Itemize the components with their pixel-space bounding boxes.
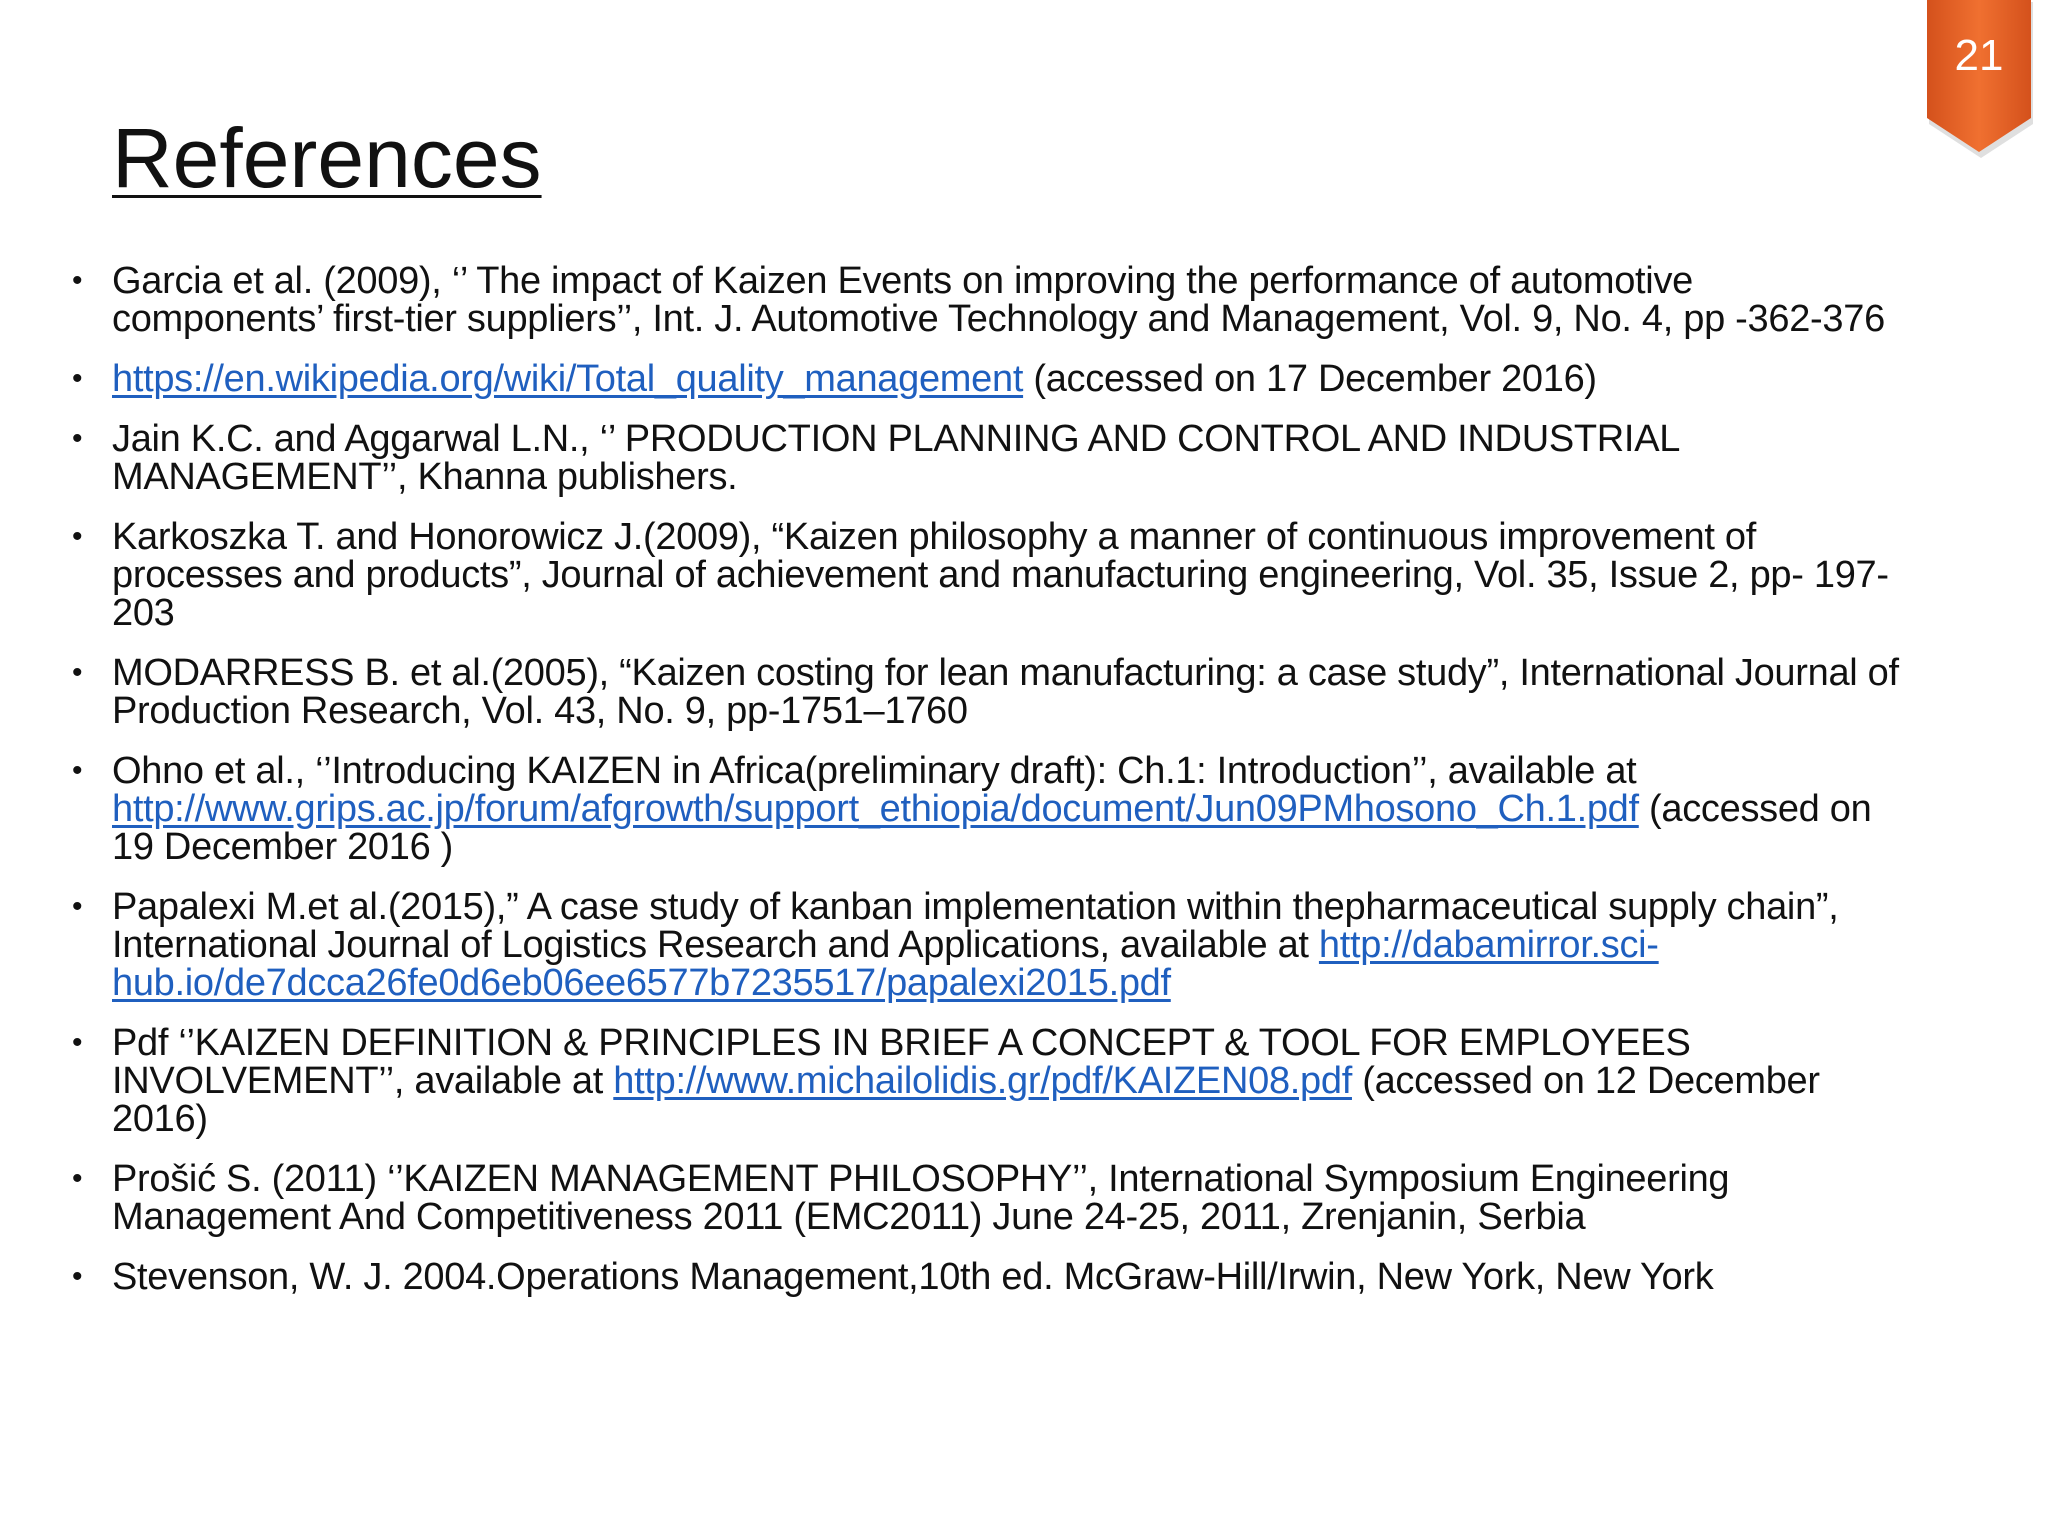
reference-link[interactable]: http://www.michailolidis.gr/pdf/KAIZEN08.pdf [613, 1060, 1352, 1102]
reference-item [72, 886, 1912, 1004]
reference-text: Ohno et al., ‘’Introducing KAIZEN in Africa(preliminary draft): Ch.1: Introduction’’, available at [112, 750, 1637, 792]
reference-text: Papalexi M.et al.(2015),” A case study of kanban implementation within thepharmaceutical supply chain”, International Journal of Logistics Research and Applications, available at [112, 886, 1839, 966]
reference-item [72, 1256, 1912, 1298]
bullet-icon: • [72, 1260, 83, 1293]
reference-list [72, 260, 1912, 1318]
slide-number: 21 [1954, 31, 2004, 80]
reference-text: Stevenson, W. J. 2004.Operations Management,10th ed. McGraw-Hill/Irwin, New York, New York [112, 1256, 1714, 1298]
reference-item [72, 260, 1912, 340]
bullet-icon: • [72, 656, 83, 689]
reference-text: Garcia et al. (2009), ‘’ The impact of Kaizen Events on improving the performance of automotive components’ first-tier suppliers’’, Int. J. Automotive Technology and Management, Vol. 9, No. 4, pp -362-376 [112, 260, 1885, 340]
reference-item [72, 1158, 1912, 1238]
bullet-icon: • [72, 754, 83, 787]
bullet-icon: • [72, 520, 83, 553]
reference-item [72, 358, 1912, 400]
bullet-icon: • [72, 264, 83, 297]
reference-text: (accessed on 12 December 2016) [112, 1060, 1820, 1140]
slide-number-badge [1925, 0, 2033, 158]
reference-item [72, 516, 1912, 634]
reference-item [72, 652, 1912, 732]
reference-text: Jain K.C. and Aggarwal L.N., ‘’ PRODUCTION PLANNING AND CONTROL AND INDUSTRIAL MANAGEMENT’’, Khanna publishers. [112, 418, 1679, 498]
bullet-icon: • [72, 890, 83, 923]
reference-text: Pdf ‘’KAIZEN DEFINITION & PRINCIPLES IN BRIEF A CONCEPT & TOOL FOR EMPLOYEES INVOLVEMENT’’, available at [112, 1022, 1691, 1102]
reference-text: Prošić S. (2011) ‘’KAIZEN MANAGEMENT PHILOSOPHY’’, International Symposium Engineering Management And Competitiveness 2011 (EMC2011) June 24-25, 2011, Zrenjanin, Serbia [112, 1158, 1730, 1238]
reference-link[interactable]: https://en.wikipedia.org/wiki/Total_quality_management [112, 358, 1024, 400]
page-title: References [112, 111, 542, 205]
reference-link[interactable]: http://www.grips.ac.jp/forum/afgrowth/support_ethiopia/document/Jun09PMhosono_Ch.1.pdf [112, 788, 1639, 830]
bullet-icon: • [72, 1026, 83, 1059]
reference-text: Karkoszka T. and Honorowicz J.(2009), “Kaizen philosophy a manner of continuous improvement of processes and products”, Journal of achievement and manufacturing engineering, Vol. 35, Issue 2, pp- 197-203 [112, 516, 1889, 634]
bullet-icon: • [72, 362, 83, 395]
reference-text: (accessed on 19 December 2016 ) [112, 788, 1872, 868]
reference-text: MODARRESS B. et al.(2005), “Kaizen costing for lean manufacturing: a case study”, International Journal of Production Research, Vol. 43, No. 9, pp-1751–1760 [112, 652, 1899, 732]
reference-text: (accessed on 17 December 2016) [1023, 358, 1597, 400]
reference-item [72, 418, 1912, 498]
bullet-icon: • [72, 1162, 83, 1195]
reference-item [72, 750, 1912, 868]
reference-item [72, 1022, 1912, 1140]
bullet-icon: • [72, 422, 83, 455]
reference-link[interactable]: http://dabamirror.sci-hub.io/de7dcca26fe0d6eb06ee6577b7235517/papalexi2015.pdf [112, 924, 1659, 1004]
